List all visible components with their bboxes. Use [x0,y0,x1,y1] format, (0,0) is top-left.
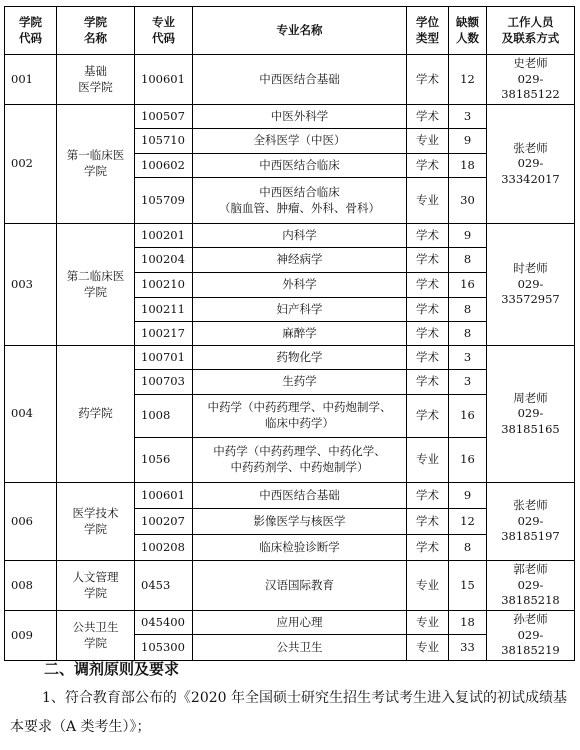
vacancy-count-cell: 16 [449,273,487,298]
table-row [5,611,575,635]
table-row [5,224,575,248]
degree-type-cell: 学术 [407,346,449,370]
college-name-cell: 第二临床医 学院 [57,224,135,346]
contact-cell: 张老师 029-38185197 [487,483,575,561]
contact-cell: 郭老师 029-38185218 [487,561,575,611]
contact-cell: 张老师 029-33342017 [487,105,575,224]
contact-cell: 时老师 029-33572957 [487,224,575,346]
table-row [5,55,575,105]
degree-type-cell: 专业 [407,561,449,611]
degree-type-cell: 学术 [407,370,449,395]
major-code-cell: 100703 [135,370,193,395]
vacancy-count-cell: 18 [449,611,487,635]
college-name-cell: 第一临床医 学院 [57,105,135,224]
major-name-cell: 中医外科学 [193,105,407,129]
header-major-code: 专业 代码 [135,7,193,55]
major-name-cell: 中药学（中药药理学、中药化学、 中药药剂学、中药炮制学） [193,438,407,483]
requirement-paragraph: 1、符合教育部公布的《2020 年全国硕士研究生招生考试考生进入复试的初试成绩基本要求（A 类考生）》； [10,690,567,735]
major-code-cell: 105710 [135,129,193,154]
contact-cell: 史老师 029-38185122 [487,55,575,105]
degree-type-cell: 学术 [407,55,449,105]
major-name-cell: 外科学 [193,273,407,298]
college-code-cell: 002 [5,105,57,224]
major-name-cell: 公共卫生 [193,635,407,661]
major-code-cell: 100204 [135,248,193,273]
contact-cell: 孙老师 029-38185219 [487,611,575,661]
major-name-cell: 神经病学 [193,248,407,273]
major-name-cell: 全科医学（中医） [193,129,407,154]
degree-type-cell: 学术 [407,483,449,509]
table-row [5,483,575,509]
degree-type-cell: 专业 [407,438,449,483]
degree-type-cell: 学术 [407,298,449,322]
header-contact: 工作人员 及联系方式 [487,7,575,55]
major-name-cell: 影像医学与核医学 [193,509,407,535]
degree-type-cell: 专业 [407,178,449,224]
vacancy-count-cell: 8 [449,535,487,561]
degree-type-cell: 学术 [407,273,449,298]
major-code-cell: 1056 [135,438,193,483]
major-code-cell: 0453 [135,561,193,611]
vacancy-count-cell: 3 [449,370,487,395]
major-name-cell: 药物化学 [193,346,407,370]
major-code-cell: 100601 [135,483,193,509]
vacancy-count-cell: 16 [449,395,487,438]
degree-type-cell: 专业 [407,611,449,635]
degree-type-cell: 学术 [407,224,449,248]
table-body [5,55,575,661]
college-code-cell: 008 [5,561,57,611]
major-code-cell: 100210 [135,273,193,298]
major-code-cell: 100507 [135,105,193,129]
header-major-name: 专业名称 [193,7,407,55]
major-name-cell: 妇产科学 [193,298,407,322]
vacancy-count-cell: 3 [449,346,487,370]
major-name-cell: 麻醉学 [193,322,407,346]
major-name-cell: 应用心理 [193,611,407,635]
vacancy-count-cell: 30 [449,178,487,224]
table-row [5,105,575,129]
vacancy-table [4,6,575,661]
college-code-cell: 004 [5,346,57,483]
header-college-code: 学院 代码 [5,7,57,55]
major-name-cell: 生药学 [193,370,407,395]
major-name-cell: 中西医结合基础 [193,483,407,509]
degree-type-cell: 学术 [407,535,449,561]
header-degree-type: 学位 类型 [407,7,449,55]
major-name-cell: 中西医结合临床 [193,154,407,178]
college-code-cell: 001 [5,55,57,105]
degree-type-cell: 专业 [407,635,449,661]
major-code-cell: 045400 [135,611,193,635]
table-row [5,561,575,611]
degree-type-cell: 学术 [407,154,449,178]
vacancy-count-cell: 9 [449,483,487,509]
major-name-cell: 中药学（中药药理学、中药炮制学、 临床中药学） [193,395,407,438]
major-code-cell: 100602 [135,154,193,178]
vacancy-count-cell: 9 [449,224,487,248]
vacancy-count-cell: 33 [449,635,487,661]
college-code-cell: 006 [5,483,57,561]
college-code-cell: 003 [5,224,57,346]
vacancy-count-cell: 18 [449,154,487,178]
contact-cell: 周老师 029-38185165 [487,346,575,483]
degree-type-cell: 专业 [407,129,449,154]
vacancy-count-cell: 16 [449,438,487,483]
major-name-cell: 内科学 [193,224,407,248]
vacancy-count-cell: 8 [449,298,487,322]
college-code-cell: 009 [5,611,57,661]
major-code-cell: 105709 [135,178,193,224]
degree-type-cell: 学术 [407,509,449,535]
major-code-cell: 100701 [135,346,193,370]
major-code-cell: 105300 [135,635,193,661]
vacancy-count-cell: 12 [449,55,487,105]
section-title: 二、调剂原则及要求 [44,660,180,678]
vacancy-count-cell: 12 [449,509,487,535]
college-name-cell: 药学院 [57,346,135,483]
major-code-cell: 100207 [135,509,193,535]
major-code-cell: 1008 [135,395,193,438]
major-name-cell: 中西医结合临床 （脑血管、肿瘤、外科、骨科） [193,178,407,224]
table-row [5,346,575,370]
vacancy-count-cell: 15 [449,561,487,611]
header-vacancy-count: 缺额 人数 [449,7,487,55]
degree-type-cell: 学术 [407,395,449,438]
table-header-row [5,7,575,55]
vacancy-count-cell: 9 [449,129,487,154]
vacancy-count-cell: 3 [449,105,487,129]
major-code-cell: 100217 [135,322,193,346]
header-college-name: 学院 名称 [57,7,135,55]
degree-type-cell: 学术 [407,322,449,346]
major-code-cell: 100211 [135,298,193,322]
vacancy-count-cell: 8 [449,248,487,273]
college-name-cell: 医学技术 学院 [57,483,135,561]
degree-type-cell: 学术 [407,248,449,273]
college-name-cell: 人文管理 学院 [57,561,135,611]
college-name-cell: 基础 医学院 [57,55,135,105]
major-name-cell: 中西医结合基础 [193,55,407,105]
major-code-cell: 100208 [135,535,193,561]
degree-type-cell: 学术 [407,105,449,129]
major-name-cell: 汉语国际教育 [193,561,407,611]
college-name-cell: 公共卫生 学院 [57,611,135,661]
major-code-cell: 100601 [135,55,193,105]
major-code-cell: 100201 [135,224,193,248]
vacancy-count-cell: 8 [449,322,487,346]
major-name-cell: 临床检验诊断学 [193,535,407,561]
